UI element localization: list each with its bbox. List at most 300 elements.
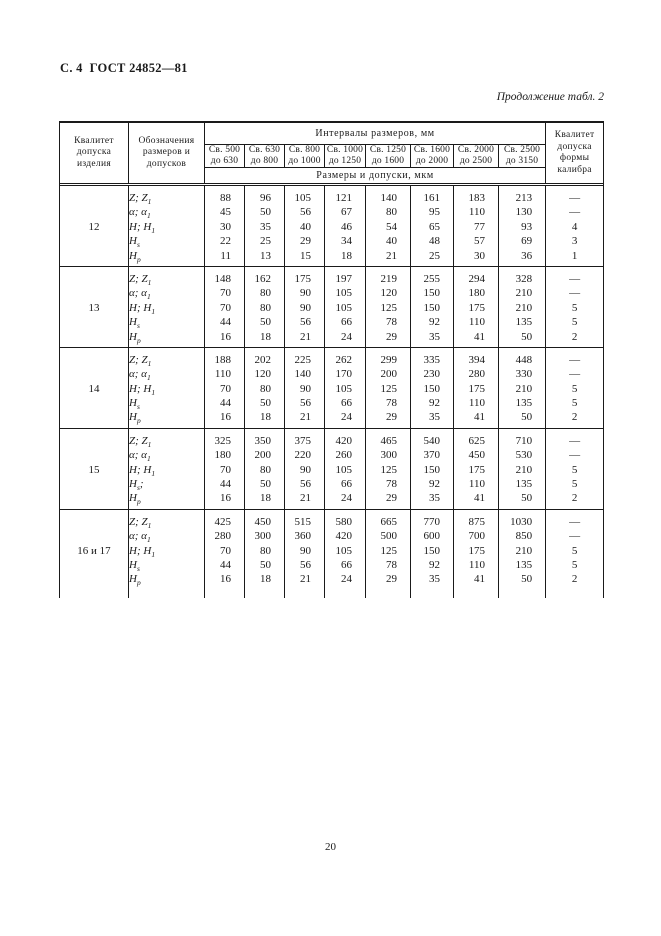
tolerance-value: 330: [515, 368, 533, 381]
tolerance-value: 78: [386, 397, 397, 410]
tolerance-value: 105: [335, 287, 352, 300]
designation-label: $H_s$: [129, 235, 140, 250]
tolerance-value: 56: [300, 206, 311, 219]
tolerance-value: 260: [335, 449, 352, 462]
interval-to: до 630: [210, 156, 239, 166]
form-quality-value: —: [569, 353, 581, 366]
tolerance-value: 88: [220, 192, 231, 204]
interval-to: до 1600: [371, 156, 405, 166]
tolerance-value: 90: [300, 301, 311, 314]
tolerance-value: 219: [380, 272, 397, 285]
tolerance-value: 50: [260, 206, 271, 219]
tolerance-value: 15: [300, 249, 311, 262]
interval-values-cell: [325, 509, 366, 597]
interval-values-cell: [285, 266, 325, 347]
form-quality-value: —: [569, 206, 581, 219]
tolerance-value: 56: [300, 478, 311, 491]
interval-header-cell: [245, 145, 285, 168]
tolerance-value: 70: [220, 287, 231, 300]
designation-label: $H_s$: [129, 558, 140, 574]
tolerance-value: 180: [214, 449, 231, 462]
tolerance-value: 57: [474, 235, 485, 248]
tolerance-value: 280: [214, 530, 231, 543]
tolerance-value: 1030: [510, 515, 533, 528]
interval-values-cell: [499, 186, 546, 267]
interval-over: Св. 1250: [369, 145, 407, 155]
tolerance-value: 175: [468, 544, 485, 557]
designation-label: $H_p$: [129, 411, 141, 426]
tolerance-value: 170: [335, 368, 352, 381]
tolerance-value: 335: [423, 353, 440, 366]
form-quality-value: 5: [571, 478, 578, 491]
designation-label: Z; $Z_1$: [129, 515, 152, 530]
interval-to: до 1250: [328, 156, 362, 166]
tolerance-value: 105: [294, 192, 311, 204]
interval-values-cell: [205, 347, 245, 428]
tolerance-value: 210: [515, 463, 533, 476]
tolerance-value: 425: [214, 515, 231, 528]
tolerance-value: 197: [335, 272, 352, 285]
tolerance-value: 80: [260, 544, 271, 557]
tolerance-value: 29: [386, 411, 397, 424]
form-quality-value: 5: [571, 316, 578, 329]
designation-label: $H_s$: [129, 316, 140, 331]
tolerances-table: [59, 121, 604, 598]
tolerance-value: 44: [220, 316, 231, 329]
form-quality-value: 5: [571, 463, 578, 476]
tolerance-value: 18: [260, 492, 271, 505]
designations-cell: [129, 266, 205, 347]
tolerance-value: 80: [386, 206, 397, 219]
interval-values-cell: [245, 347, 285, 428]
quality-value: 16 и 17: [60, 509, 129, 597]
tolerance-value: 50: [521, 573, 533, 586]
interval-over: Св. 630: [248, 145, 281, 155]
interval-values-cell: [411, 266, 454, 347]
table-continuation-note: Продолжение табл. 2: [496, 91, 604, 103]
tolerance-value: 16: [220, 411, 231, 424]
tolerance-value: 70: [220, 544, 231, 557]
tolerance-value: 35: [429, 330, 440, 343]
tolerance-value: 710: [515, 434, 533, 447]
tolerance-value: 140: [380, 192, 397, 204]
tolerance-value: 66: [341, 316, 352, 329]
interval-values-cell: [454, 186, 499, 267]
tolerance-value: 135: [515, 397, 533, 410]
tolerance-value: 21: [300, 411, 311, 424]
tolerance-value: 36: [521, 249, 533, 262]
table-header-row-1: [60, 122, 604, 145]
tolerance-value: 65: [429, 220, 440, 233]
tolerance-value: 280: [468, 368, 485, 381]
tolerance-value: 48: [429, 235, 440, 248]
interval-over: Св. 1000: [326, 145, 364, 155]
form-quality-value: —: [569, 530, 581, 543]
column-header-form-quality: Квалитет допуска формы калибра: [546, 122, 604, 184]
interval-values-cell: [245, 428, 285, 509]
designation-label: α; $\alpha_1$: [129, 206, 151, 221]
interval-values-cell: [366, 266, 411, 347]
interval-to: до 3150: [505, 156, 539, 166]
tolerance-value: 770: [423, 515, 440, 528]
tolerance-value: 121: [335, 192, 352, 204]
designation-label: α; $\alpha_1$: [129, 449, 151, 464]
interval-header-cell: [325, 145, 366, 168]
form-quality-value: 2: [571, 573, 578, 586]
tolerance-value: 110: [468, 558, 485, 571]
tolerance-value: 77: [474, 220, 485, 233]
tolerance-value: 210: [515, 382, 533, 395]
tolerance-value: 44: [220, 397, 231, 410]
tolerance-value: 13: [260, 249, 271, 262]
tolerance-value: 150: [423, 544, 440, 557]
tolerance-value: 34: [341, 235, 352, 248]
tolerance-value: 18: [260, 573, 271, 586]
tolerance-value: 580: [335, 515, 352, 528]
tolerance-value: 16: [220, 573, 231, 586]
form-quality-value: 3: [571, 235, 578, 248]
tolerance-value: 515: [294, 515, 311, 528]
interval-over: Св. 1600: [413, 145, 451, 155]
tolerance-value: 105: [335, 382, 352, 395]
tolerance-value: 22: [220, 235, 231, 248]
tolerance-value: 135: [515, 478, 533, 491]
interval-values-cell: [325, 266, 366, 347]
interval-values-cell: [285, 347, 325, 428]
form-quality-value: —: [569, 515, 581, 528]
tolerance-value: 50: [260, 316, 271, 329]
tolerance-value: 95: [429, 206, 440, 219]
interval-values-cell: [454, 509, 499, 597]
form-quality-value: 5: [571, 397, 578, 410]
tolerance-value: 50: [260, 558, 271, 571]
tolerance-value: 135: [515, 316, 533, 329]
tolerance-value: 90: [300, 287, 311, 300]
designation-label: H; $H_1$: [129, 463, 156, 478]
designation-label: α; $\alpha_1$: [129, 368, 151, 383]
designation-label: H; $H_1$: [129, 301, 156, 316]
tolerance-value: 135: [515, 558, 533, 571]
interval-values-cell: [205, 186, 245, 267]
form-quality-value: 2: [571, 492, 578, 505]
form-quality-cell: [546, 347, 604, 428]
tolerance-value: 450: [254, 515, 271, 528]
designation-label: Z; $Z_1$: [129, 192, 152, 207]
interval-values-cell: [499, 428, 546, 509]
tolerance-value: 30: [220, 220, 231, 233]
tolerance-value: 56: [300, 316, 311, 329]
tolerance-value: 465: [380, 434, 397, 447]
interval-values-cell: [411, 347, 454, 428]
designation-label: H; $H_1$: [129, 220, 156, 235]
interval-values-cell: [285, 428, 325, 509]
interval-header-cell: [285, 145, 325, 168]
tolerance-value: 50: [260, 478, 271, 491]
tolerance-value: 70: [220, 301, 231, 314]
interval-values-cell: [366, 428, 411, 509]
tolerance-value: 50: [260, 397, 271, 410]
tolerance-value: 29: [386, 330, 397, 343]
quality-block-row: [60, 428, 604, 509]
tolerance-value: 35: [429, 411, 440, 424]
tolerance-value: 21: [300, 330, 311, 343]
form-quality-value: 4: [571, 220, 578, 233]
tolerance-value: 35: [429, 492, 440, 505]
quality-block-row: [60, 186, 604, 267]
form-quality-value: 2: [571, 411, 578, 424]
tolerance-value: 29: [300, 235, 311, 248]
tolerance-value: 29: [386, 573, 397, 586]
tolerance-value: 80: [260, 463, 271, 476]
tolerance-value: 175: [294, 272, 311, 285]
tolerance-value: 200: [254, 449, 271, 462]
interval-values-cell: [411, 428, 454, 509]
interval-values-cell: [499, 347, 546, 428]
designations-cell: [129, 186, 205, 267]
form-quality-cell: [546, 428, 604, 509]
table-content: [60, 122, 604, 598]
tolerance-value: 78: [386, 478, 397, 491]
tolerance-value: 130: [515, 206, 533, 219]
tolerance-value: 50: [521, 492, 533, 505]
tolerance-value: 67: [341, 206, 352, 219]
tolerance-value: 230: [423, 368, 440, 381]
tolerance-value: 110: [468, 397, 485, 410]
tolerance-value: 225: [294, 353, 311, 366]
interval-header-cell: [454, 145, 499, 168]
tolerance-value: 161: [423, 192, 440, 204]
tolerance-value: 21: [386, 249, 397, 262]
interval-header-cell: [366, 145, 411, 168]
designation-label: Z; $Z_1$: [129, 353, 152, 369]
tolerance-value: 210: [515, 287, 533, 300]
tolerance-value: 16: [220, 330, 231, 343]
tolerance-value: 180: [468, 287, 485, 300]
designation-label: Z; $Z_1$: [129, 434, 152, 450]
tolerance-value: 44: [220, 558, 231, 571]
form-quality-value: —: [569, 272, 581, 285]
tolerance-value: 262: [335, 353, 352, 366]
tolerance-value: 93: [521, 220, 533, 233]
tolerance-value: 78: [386, 316, 397, 329]
designations-cell: [129, 347, 205, 428]
sizes-subheader: Размеры и допуски, мкм: [205, 168, 546, 184]
tolerance-value: 450: [468, 449, 485, 462]
designation-label: $H_p$: [129, 330, 141, 345]
tolerance-value: 25: [429, 249, 440, 262]
tolerance-value: 150: [423, 463, 440, 476]
tolerance-value: 183: [468, 192, 485, 204]
tolerance-value: 600: [423, 530, 440, 543]
form-quality-value: —: [569, 449, 581, 462]
interval-to: до 2000: [415, 156, 449, 166]
form-quality-value: 5: [571, 301, 578, 314]
tolerance-value: 21: [300, 573, 311, 586]
interval-to: до 1000: [288, 156, 321, 166]
interval-values-cell: [454, 428, 499, 509]
tolerance-value: 70: [220, 463, 231, 476]
form-quality-value: 5: [571, 544, 578, 557]
form-quality-value: 2: [571, 330, 578, 343]
tolerance-value: 188: [214, 353, 231, 366]
intervals-group-header: Интервалы размеров, мм: [205, 122, 546, 145]
interval-values-cell: [245, 186, 285, 267]
quality-value: 14: [60, 347, 129, 428]
tolerance-value: 90: [300, 544, 311, 557]
quality-block-row: [60, 347, 604, 428]
tolerance-value: 125: [380, 301, 397, 314]
tolerance-value: 25: [260, 235, 271, 248]
tolerance-value: 44: [220, 478, 231, 491]
tolerance-value: 11: [220, 249, 231, 262]
quality-value: 13: [60, 266, 129, 347]
tolerance-value: 105: [335, 301, 352, 314]
tolerance-value: 200: [380, 368, 397, 381]
interval-values-cell: [325, 428, 366, 509]
tolerance-value: 294: [468, 272, 485, 285]
form-quality-cell: [546, 509, 604, 597]
tolerance-value: 875: [468, 515, 485, 528]
tolerance-value: 35: [260, 220, 271, 233]
tolerance-value: 16: [220, 492, 231, 505]
quality-value: 15: [60, 428, 129, 509]
quality-value: 12: [60, 186, 129, 267]
interval-to: до 2500: [459, 156, 493, 166]
tolerance-value: 41: [474, 411, 485, 424]
designation-label: $H_p$: [129, 249, 141, 264]
tolerance-value: 92: [429, 478, 440, 491]
tolerance-value: 665: [380, 515, 397, 528]
interval-header-cell: [205, 145, 245, 168]
tolerance-value: 41: [474, 492, 485, 505]
tolerance-value: 625: [468, 434, 485, 447]
designation-label: $H_p$: [129, 492, 141, 507]
designation-label: Z; $Z_1$: [129, 272, 152, 288]
form-quality-value: 5: [571, 558, 578, 571]
tolerance-value: 80: [260, 382, 271, 395]
tolerance-value: 78: [386, 558, 397, 571]
interval-values-cell: [454, 347, 499, 428]
interval-over: Св. 2000: [457, 145, 495, 155]
interval-values-cell: [411, 186, 454, 267]
tolerance-value: 41: [474, 573, 485, 586]
tolerance-value: 69: [521, 235, 533, 248]
interval-values-cell: [499, 266, 546, 347]
interval-over: Св. 500: [208, 145, 241, 155]
tolerance-value: 148: [214, 272, 231, 285]
tolerance-value: 18: [341, 249, 352, 262]
tolerance-value: 66: [341, 397, 352, 410]
tolerance-value: 500: [380, 530, 397, 543]
tolerance-value: 120: [380, 287, 397, 300]
tolerance-value: 140: [294, 368, 311, 381]
tolerance-value: 90: [300, 382, 311, 395]
tolerance-value: 24: [341, 411, 352, 424]
tolerance-value: 175: [468, 301, 485, 314]
tolerance-value: 50: [521, 330, 533, 343]
interval-header-cell: [411, 145, 454, 168]
tolerance-value: 540: [423, 434, 440, 447]
form-quality-value: —: [569, 192, 581, 204]
interval-values-cell: [205, 428, 245, 509]
form-quality-cell: [546, 266, 604, 347]
interval-values-cell: [366, 186, 411, 267]
tolerance-value: 40: [386, 235, 397, 248]
tolerance-value: 360: [294, 530, 311, 543]
tolerance-value: 210: [515, 544, 533, 557]
tolerance-value: 300: [254, 530, 271, 543]
interval-values-cell: [366, 347, 411, 428]
designations-cell: [129, 428, 205, 509]
tolerance-value: 66: [341, 558, 352, 571]
form-quality-value: —: [569, 434, 581, 447]
tolerance-value: 150: [423, 287, 440, 300]
tolerance-value: 448: [515, 353, 533, 366]
tolerance-value: 175: [468, 463, 485, 476]
tolerance-value: 105: [335, 544, 352, 557]
designation-label: $H_s$;: [129, 478, 144, 493]
tolerance-value: 120: [254, 368, 271, 381]
tolerance-value: 210: [515, 301, 533, 314]
tolerance-value: 90: [300, 463, 311, 476]
tolerance-value: 96: [260, 192, 271, 204]
tolerance-value: 328: [515, 272, 533, 285]
interval-values-cell: [325, 186, 366, 267]
tolerance-value: 18: [260, 330, 271, 343]
tolerance-value: 92: [429, 558, 440, 571]
interval-values-cell: [499, 509, 546, 597]
tolerance-value: 110: [468, 478, 485, 491]
designation-label: $H_p$: [129, 573, 141, 588]
tolerance-value: 18: [260, 411, 271, 424]
tolerance-value: 150: [423, 382, 440, 395]
interval-values-cell: [366, 509, 411, 597]
form-quality-value: 5: [571, 382, 578, 395]
interval-values-cell: [285, 509, 325, 597]
interval-values-cell: [325, 347, 366, 428]
column-header-designations: Обозначения размеров и допусков: [129, 122, 205, 184]
form-quality-value: 1: [571, 249, 578, 262]
tolerance-value: 850: [515, 530, 533, 543]
tolerance-value: 162: [254, 272, 271, 285]
tolerance-value: 56: [300, 558, 311, 571]
tolerance-value: 700: [468, 530, 485, 543]
tolerance-value: 300: [380, 449, 397, 462]
designation-label: α; $\alpha_1$: [129, 287, 151, 302]
page-number: 20: [325, 841, 336, 853]
tolerance-value: 125: [380, 463, 397, 476]
interval-values-cell: [205, 509, 245, 597]
tolerance-value: 213: [515, 192, 533, 204]
interval-to: до 800: [250, 156, 279, 166]
interval-over: Св. 800: [288, 145, 321, 155]
form-quality-cell: [546, 186, 604, 267]
tolerance-value: 125: [380, 382, 397, 395]
tolerance-value: 299: [380, 353, 397, 366]
designations-cell: [129, 509, 205, 597]
form-quality-value: —: [569, 368, 581, 381]
tolerance-value: 29: [386, 492, 397, 505]
tolerance-value: 530: [515, 449, 533, 462]
interval-values-cell: [454, 266, 499, 347]
tolerance-value: 370: [423, 449, 440, 462]
tolerance-value: 220: [294, 449, 311, 462]
page-header: С. 4 ГОСТ 24852—81: [60, 61, 188, 75]
tolerance-value: 40: [300, 220, 311, 233]
tolerance-value: 45: [220, 206, 231, 219]
interval-values-cell: [205, 266, 245, 347]
tolerance-value: 420: [335, 434, 352, 447]
